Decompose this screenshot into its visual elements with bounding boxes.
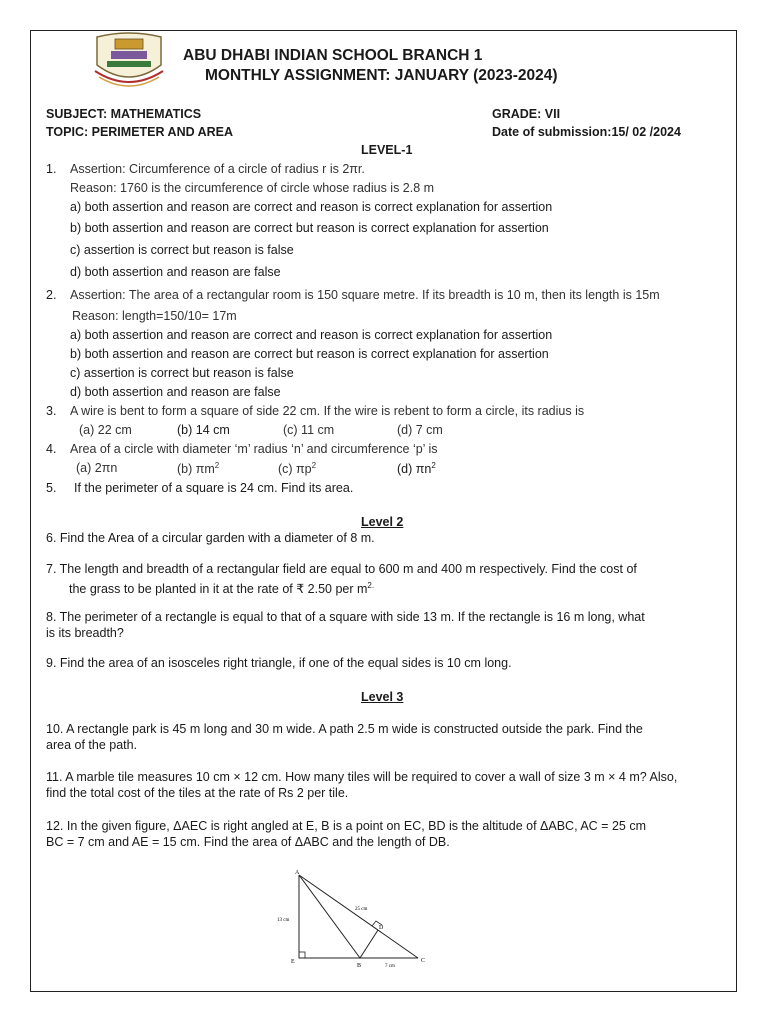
level-3-title: Level 3 [361, 690, 404, 704]
level-2-title: Level 2 [361, 515, 404, 529]
school-crest-logo [89, 31, 169, 91]
assignment-title: MONTHLY ASSIGNMENT: JANUARY (2023-2024) [205, 67, 558, 84]
q4-option-c: (c) $\pi p^2$ [278, 461, 317, 477]
q1-option-c: c) assertion is correct but reason is false [70, 243, 294, 257]
q8-line-1: 8. The perimeter of a rectangle is equal to that of a square with side 13 m. If the rectangle is 16 m long, what [46, 610, 645, 624]
q5-number: 5. [46, 481, 57, 495]
q7-line-2: the grass to be planted in it at the rate of ₹ 2.50 per $m^{2.}$ [69, 581, 375, 597]
q4-text: Area of a circle with diameter ‘m’ radius ‘n’ and circumference ‘p’ is [70, 442, 438, 456]
q3-option-a: (a) 22 cm [79, 423, 132, 437]
label-ae-length: 13 cm [277, 918, 290, 923]
q1-option-b: b) both assertion and reason are correct but reason is correct explanation for assertion [70, 221, 549, 235]
right-angle-e [299, 952, 305, 958]
q5-text: If the perimeter of a square is 24 cm. Find its area. [74, 481, 354, 495]
label-a: A [295, 870, 300, 876]
side-ac [299, 875, 418, 958]
q1-number: 1. [46, 162, 57, 176]
q2-number: 2. [46, 288, 57, 302]
q3-option-b: (b) 14 cm [177, 423, 230, 437]
label-e: E [291, 959, 295, 965]
grade-label: GRADE: VII [492, 107, 561, 121]
label-b: B [357, 963, 362, 969]
q1-reason: Reason: 1760 is the circumference of circle whose radius is 2.8 m [70, 181, 435, 195]
label-ac-length: 25 cm [355, 907, 368, 912]
topic-label: TOPIC: PERIMETER AND AREA [46, 125, 234, 139]
q3-number: 3. [46, 404, 57, 418]
q3-option-d: (d) 7 cm [397, 423, 443, 437]
segment-ab [299, 875, 360, 958]
subject-label: SUBJECT: MATHEMATICS [46, 107, 202, 121]
q4-option-a: (a) 2πn [76, 461, 118, 475]
q12-line-1: 12. In the given figure, ΔAEC is right angled at E, B is a point on EC, BD is the altitude of ΔABC, AC = 25 cm [46, 819, 646, 833]
q8-line-2: is its breadth? [46, 626, 124, 640]
submission-date: Date of submission:15/ 02 /2024 [492, 125, 681, 139]
q1-assertion: Assertion: Circumference of a circle of radius r is 2πr. [70, 162, 365, 176]
label-c: C [421, 958, 426, 964]
q2-option-a: a) both assertion and reason are correct and reason is correct explanation for assertion [70, 328, 553, 342]
triangle-figure [275, 866, 435, 972]
q2-reason: Reason: length=150/10= 17m [72, 309, 237, 323]
q3-option-c: (c) 11 cm [283, 423, 335, 437]
q11-line-1: 11. A marble tile measures 10 cm × 12 cm. How many tiles will be required to cover a wall of size 3 m × 4 m? Also, [46, 770, 678, 784]
q10-line-1: 10. A rectangle park is 45 m long and 30 m wide. A path 2.5 m wide is constructed outside the park. Find the [46, 722, 643, 736]
q12-line-2: BC = 7 cm and AE = 15 cm. Find the area of ΔABC and the length of DB. [46, 835, 450, 849]
q2-option-b: b) both assertion and reason are correct but reason is correct explanation for assertion [70, 347, 549, 361]
q6-text: 6. Find the Area of a circular garden with a diameter of 8 m. [46, 531, 375, 545]
q1-option-a: a) both assertion and reason are correct and reason is correct explanation for assertion [70, 200, 553, 214]
q11-line-2: find the total cost of the tiles at the rate of Rs 2 per tile. [46, 786, 349, 800]
label-bc-length: 7 cm [385, 964, 395, 969]
label-d: D [379, 925, 384, 931]
q9-text: 9. Find the area of an isosceles right triangle, if one of the equal sides is 10 cm long. [46, 656, 512, 670]
q4-number: 4. [46, 442, 57, 456]
q4-option-b: (b) $\pi m^2$ [177, 461, 220, 477]
segment-bd [360, 930, 378, 958]
q2-option-c: c) assertion is correct but reason is false [70, 366, 294, 380]
school-name: ABU DHABI INDIAN SCHOOL BRANCH 1 [183, 47, 483, 64]
q7-line-1: 7. The length and breadth of a rectangular field are equal to 600 m and 400 m respectively. Find the cost of [46, 562, 637, 576]
q2-assertion: Assertion: The area of a rectangular room is 150 square metre. If its breadth is 10 m, then its length is 15m [70, 288, 660, 302]
q4-option-d: (d) $\pi n^2$ [397, 461, 436, 477]
q1-option-d: d) both assertion and reason are false [70, 265, 281, 279]
q3-text: A wire is bent to form a square of side 22 cm. If the wire is rebent to form a circle, its radius is [70, 404, 585, 418]
level-1-title: LEVEL-1 [361, 143, 413, 157]
q2-option-d: d) both assertion and reason are false [70, 385, 281, 399]
q10-line-2: area of the path. [46, 738, 138, 752]
